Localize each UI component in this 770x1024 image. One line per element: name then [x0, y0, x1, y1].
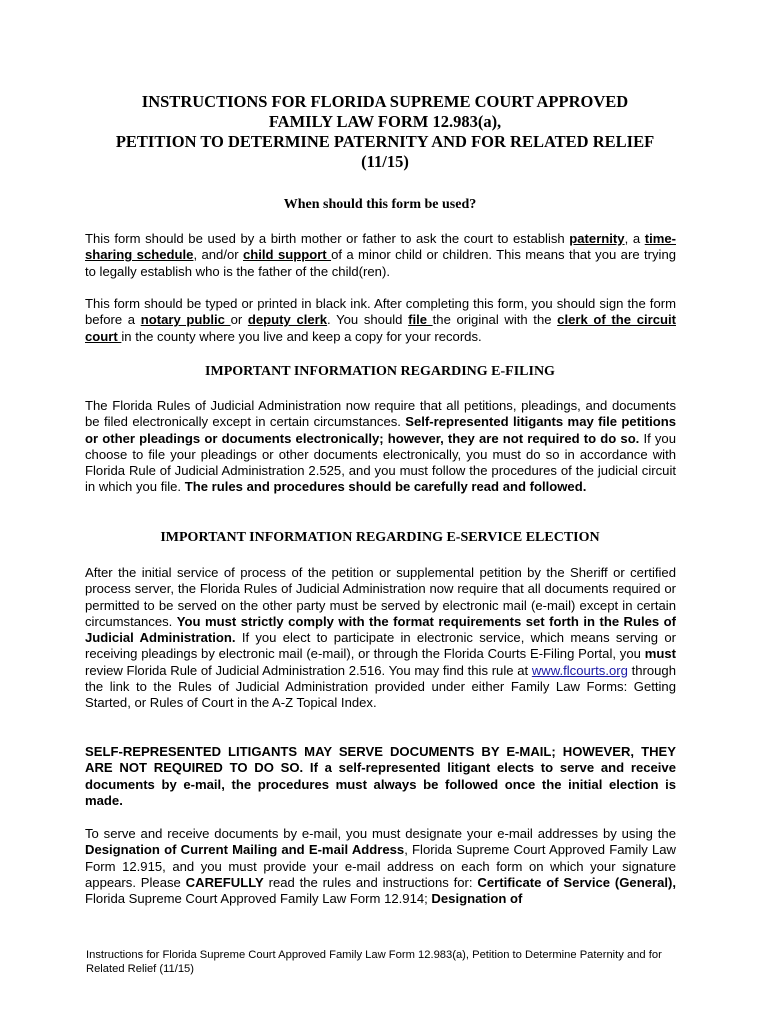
eservice-paragraph-1: After the initial service of process of the petition or supplemental petition by the Sheriff or certified process server, the Florida Rules of Judicial Administration now require that all documents required or permitted to be served on the other party must be served by electronic mail (e-mail) except in certain circumstances. You must strictly comply with the format requirements set forth in the Rules of Judicial Administration. If you elect to participate in electronic service, which means serving or receiving pleadings by electronic mail (e-mail), or through the Florida Courts E-Filing Portal, you must review Florida Rule of Judicial Administration 2.516. You may find this rule at www.flcourts.org through the link to the Rules of Judicial Administration provided under either Family Law Forms: Getting Started, or Rules of Court in the A-Z Topical Index. [85, 565, 677, 711]
notary-public-term: notary public [140, 312, 231, 328]
title-line-2: FAMILY LAW FORM 12.983(a), [268, 112, 502, 131]
child-support-term: child support [243, 247, 332, 263]
efiling-paragraph: The Florida Rules of Judicial Administration now require that all petitions, pleadings, and documents be filed electronically except in certain circumstances. Self-represented litigants may file petitions or other pleadings or documents electronically; however, they are not required to do so. If you choose to file your pleadings or other documents electronically, you must do so in accordance with Florida Rule of Judicial Administration 2.525, and you must follow the procedures of the judicial circuit in which you file. The rules and procedures should be carefully read and followed. [85, 398, 676, 495]
when-paragraph-1: This form should be used by a birth mother or father to ask the court to establish paternity, a time-sharing schedule, and/or child support of a minor child or children. This means that you are trying to legally establish who is the father of the child(ren). [85, 231, 677, 279]
eservice-heading: IMPORTANT INFORMATION REGARDING E-SERVICE ELECTION [160, 530, 600, 545]
eservice-paragraph-3: To serve and receive documents by e-mail, you must designate your e-mail addresses by using the Designation of Current Mailing and E-mail Address, Florida Supreme Court Approved Family Law Form 12.915, and you must provide your e-mail address on each form on which your signature appears. Please CAREFULLY read the rules and instructions for: Certificate of Service (General), Florida Supreme Court Approved Family Law Form 12.914; Designation of [85, 826, 676, 907]
file-term: file [408, 312, 433, 328]
when-paragraph-2: This form should be typed or printed in black ink. After completing this form, you should sign the form before a notary public or deputy clerk. You should file the original with the clerk of the circuit court in the county where you live and keep a copy for your records. [85, 296, 676, 344]
title-line-1: INSTRUCTIONS FOR FLORIDA SUPREME COURT APPROVED [141, 92, 629, 111]
time-sharing-term: time-sharing schedule [85, 231, 676, 263]
flcourts-link[interactable]: www.flcourts.org [531, 662, 628, 678]
when-heading: When should this form be used? [283, 197, 477, 212]
title-line-3: PETITION TO DETERMINE PATERNITY AND FOR RELATED RELIEF [115, 132, 655, 151]
page-footer: Instructions for Florida Supreme Court Approved Family Law Form 12.983(a), Petition to Determine Paternity and for Related Relief (11/15) [86, 949, 662, 975]
eservice-paragraph-2: SELF-REPRESENTED LITIGANTS MAY SERVE DOCUMENTS BY E-MAIL; HOWEVER, THEY ARE NOT REQUIRED TO DO SO. If a self-represented litigant elects to serve and receive documents by e-mail, the procedures must always be followed once the initial election is made. [85, 744, 676, 808]
clerk-term: clerk of the circuit court [85, 312, 676, 344]
title-line-4: (11/15) [361, 152, 409, 171]
paternity-term: paternity [569, 231, 625, 246]
efiling-heading: IMPORTANT INFORMATION REGARDING E-FILING [205, 364, 555, 379]
deputy-clerk-term: deputy clerk [247, 312, 328, 328]
document-title [60, 92, 710, 172]
